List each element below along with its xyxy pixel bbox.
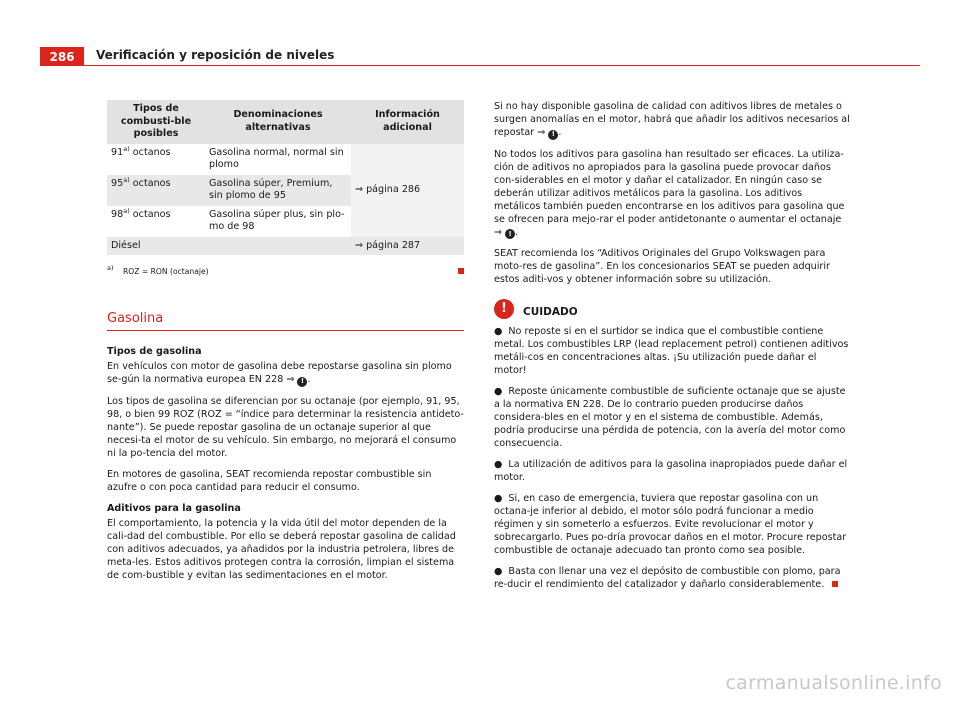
header-rule: [84, 65, 920, 66]
subheading-fuel-types: Tipos de gasolina: [107, 346, 202, 357]
caution-bullet: ● No reposte si en el surtidor se indica que el combustible contiene metal. Los combustibles LRP (lead replacement petrol) contienen aditivos metáli-cos en concentraciones altas. ¡Su utilización puede dañar el motor!: [494, 326, 849, 376]
caution-header: [494, 298, 850, 319]
paragraph: En vehículos con motor de gasolina debe repostarse gasolina sin plomo se-gún la normativa europea EN 228 ⇒ ! .: [107, 361, 452, 385]
table-row: [107, 237, 464, 256]
caution-bullet: ● Basta con llenar una vez el depósito de combustible con plomo, para re-ducir el rendimiento del catalizador y dañarlo considerablemente.: [494, 566, 841, 590]
right-column: [494, 100, 850, 599]
table-header-cell: Tipos de combusti-ble posibles: [107, 100, 205, 144]
paragraph: El comportamiento, la potencia y la vida útil del motor dependen de la cali-dad del combustible. Por ello se deberá repostar gasolina de calidad con aditivos adecuados, ya añadidos por la industria petrolera, libres de meta-les. Estos aditivos protegen contra la corrosión, limpian el sistema de com-bustible y evitan las sedimentaciones en el motor.: [107, 517, 456, 581]
bullet-icon: ●: [494, 459, 503, 470]
table-cell-alt-names: Gasolina normal, normal sin plomo: [209, 146, 344, 170]
table-cell-fuel-type: Diésel: [107, 237, 205, 256]
paragraph: Si no hay disponible gasolina de calidad con aditivos libres de metales o surgen anomalías en el motor, habrá que añadir los aditivos necesarios al repostar ⇒ ! .: [494, 101, 850, 138]
running-title: Verificación y reposición de niveles: [96, 48, 335, 62]
paragraph: No todos los aditivos para gasolina han resultado ser eficaces. La utiliza-ción de aditivos no apropiados para la gasolina puede provocar daños con-siderables en el motor y dañar el catalizador. En ningún caso se deberán utilizar aditivos metálicos para la gasolina. Los aditivos metálicos también pueden encontrarse en los aditivos para gasolina que se ofrecen para mejo-rar el poder antidetonante o aumentar el octanaje ⇒ ! .: [494, 148, 845, 238]
table-header-cell: Información adicional: [351, 100, 464, 144]
table-header-row: [107, 100, 464, 144]
paragraph: Los tipos de gasolina se diferencian por su octanaje (por ejemplo, 91, 95, 98, o bien 99 ROZ (ROZ = “índice para determinar la resistencia antideto-nante”). Se puede repostar gasolina de un octanaje superior al que necesi-ta el motor de su vehículo. Sin embargo, no mejorará el consumo ni la po-tencia del motor.: [107, 395, 464, 459]
section-title: Gasolina: [107, 312, 464, 331]
bullet-icon: ●: [494, 493, 503, 504]
table-cell-info-diesel: ⇒ página 287: [351, 237, 464, 256]
page-number: 286: [40, 47, 84, 66]
caution-title: CUIDADO: [523, 306, 578, 318]
paragraph: SEAT recomienda los “Aditivos Originales del Grupo Volkswagen para moto-res de gasolina”. En los concesionarios SEAT se pueden adquirir estos aditi-vos y obtener información sobre su utilización.: [494, 248, 830, 285]
bullet-icon: ●: [494, 326, 503, 337]
end-of-section-mark: [458, 268, 464, 274]
watermark: carmanualsonline.info: [725, 672, 942, 694]
caution-bullet: ● La utilización de aditivos para la gasolina inapropiados puede dañar el motor.: [494, 459, 848, 483]
bullet-icon: ●: [494, 566, 503, 577]
table-cell-alt-names: Gasolina súper, Premium, sin plomo de 95: [205, 175, 351, 206]
caution-icon: !: [494, 299, 514, 319]
left-column: [107, 100, 464, 590]
table-cell-fuel-type: 91$^{a)}$ octanos: [111, 144, 171, 158]
subheading-additives: Aditivos para la gasolina: [107, 502, 241, 514]
end-of-section-mark: [832, 581, 838, 587]
bullet-icon: ●: [494, 386, 503, 397]
table-cell-alt-names: Gasolina súper plus, sin plo-mo de 98: [209, 208, 345, 232]
warning-reference-icon[interactable]: !: [505, 229, 515, 239]
caution-bullet: ● Si, en caso de emergencia, tuviera que repostar gasolina con un octana-je inferior al debido, el motor sólo podrá funcionar a medio régimen y sin someterlo a esfuerzos. Evite revolucionar el motor y sobrecargarlo. Pues po-dría provocar daños en el motor. Procure repostar combustible de octanaje adecuado tan pronto como sea posible.: [494, 493, 847, 556]
table-cell-alt-names: [205, 237, 351, 256]
table-footnote: $^{a)}$ ROZ = RON (octanaje): [107, 265, 464, 278]
paragraph: En motores de gasolina, SEAT recomienda repostar combustible sin azufre o con poca cantidad para reducir el consumo.: [107, 468, 432, 493]
table-cell-fuel-type: 95$^{a)}$ octanos: [107, 175, 205, 206]
table-row: [107, 144, 464, 175]
table-header-cell: Denominaciones alternativas: [205, 100, 351, 144]
table-cell-fuel-type: 98$^{a)}$ octanos: [111, 206, 171, 220]
warning-reference-icon[interactable]: !: [297, 377, 307, 387]
warning-reference-icon[interactable]: !: [548, 130, 558, 140]
fuel-types-table: [107, 100, 464, 255]
footnote-text: ROZ = RON (octanaje): [123, 267, 209, 276]
table-cell-info-gasoline: ⇒ página 286: [351, 144, 464, 237]
caution-bullet: ● Reposte únicamente combustible de suficiente octanaje que se ajuste a la normativa EN 228. De lo contrario pueden producirse daños considera-bles en el motor y en el sistema de combustible. Además, podría producirse una pérdida de potencia, con la avería del motor como consecuencia.: [494, 386, 846, 449]
